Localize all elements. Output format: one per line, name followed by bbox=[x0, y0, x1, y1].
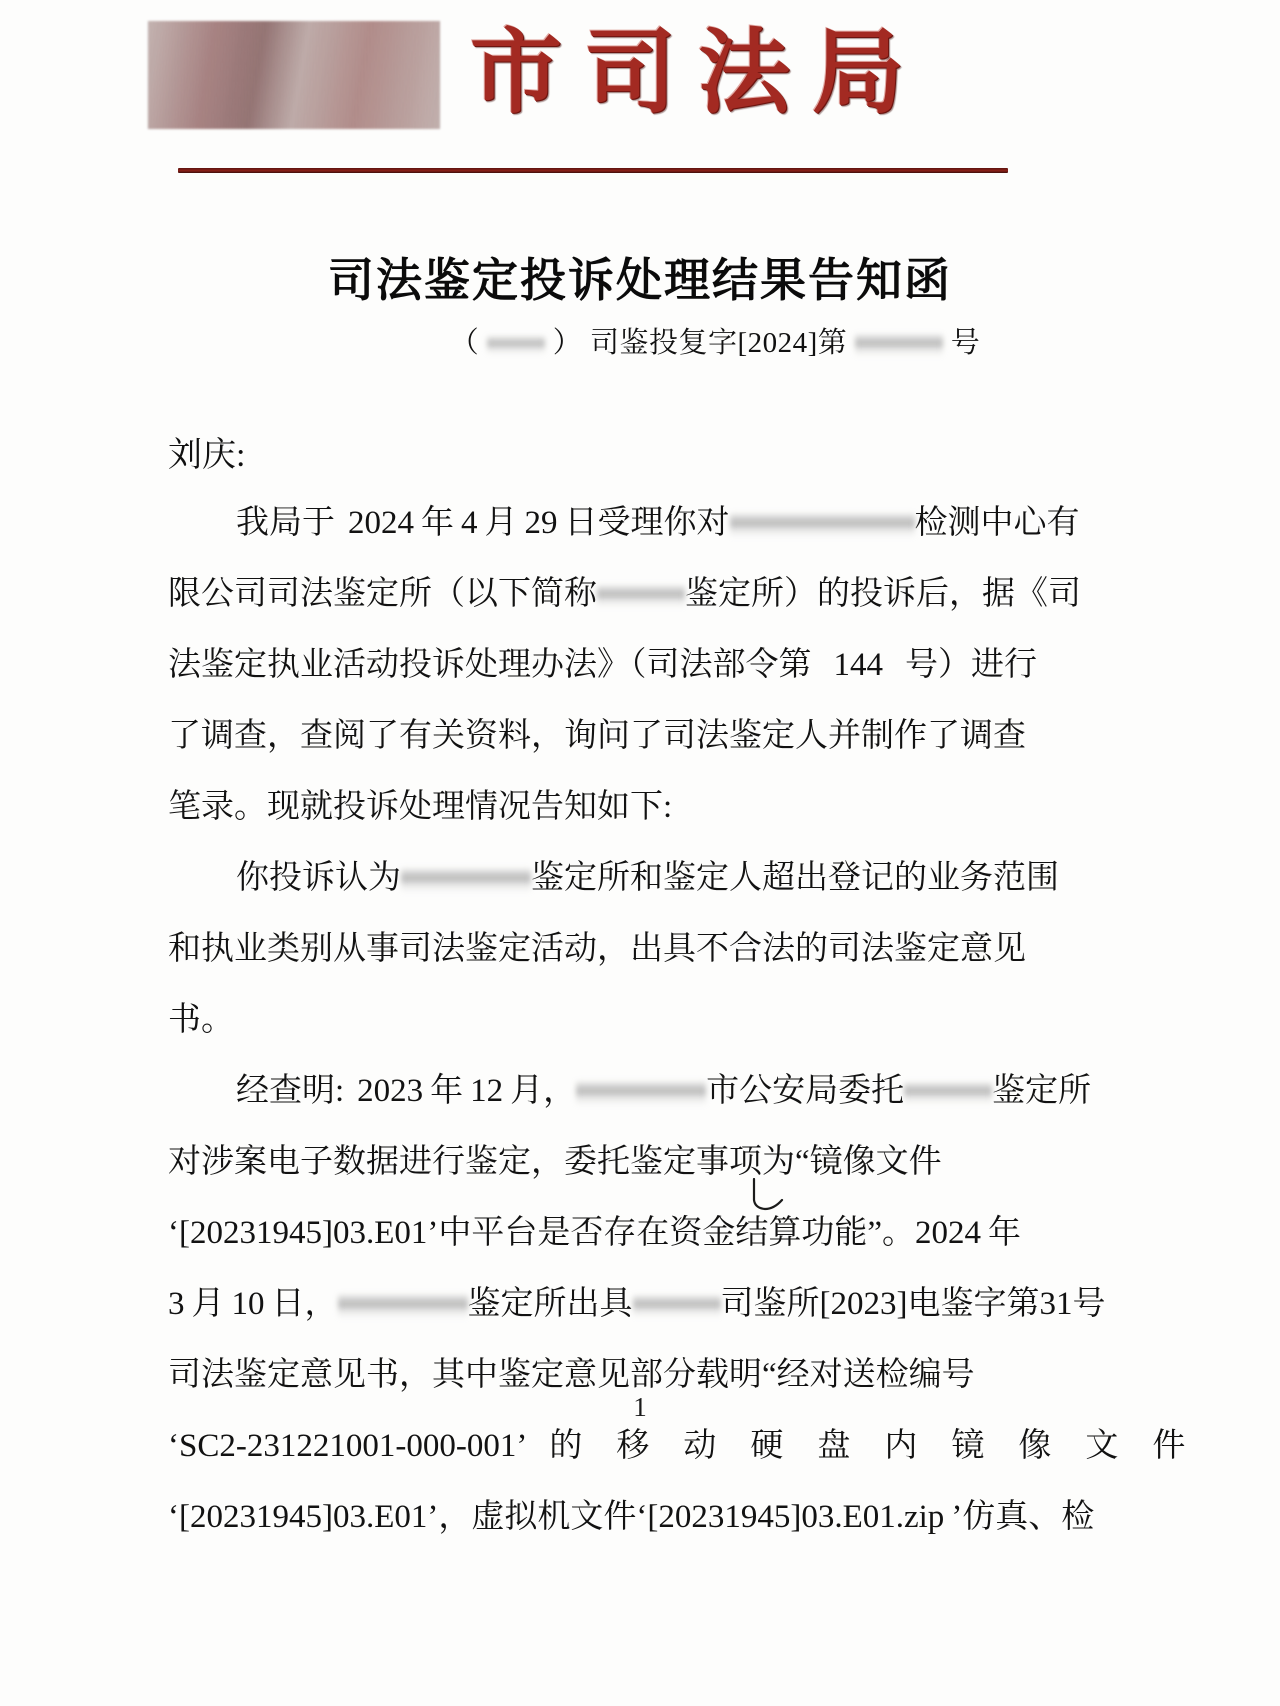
paragraph-acceptance bbox=[168, 488, 1081, 843]
body-line bbox=[168, 1269, 1106, 1340]
body-text: 10 bbox=[231, 1286, 265, 1322]
body-line bbox=[168, 630, 1037, 701]
body-text: 限公司司法鉴定所（以下简称 bbox=[168, 576, 597, 612]
letterhead-org-name: 市司法局 bbox=[470, 22, 927, 124]
redaction-block bbox=[633, 1294, 721, 1318]
body-text: 件 bbox=[1152, 1428, 1186, 1464]
redaction-block bbox=[338, 1293, 468, 1319]
body-text: 司法鉴定意见书，其中鉴定意见部分载明“经对送检编号 bbox=[168, 1357, 975, 1393]
body-text: 鉴定所 bbox=[992, 1073, 1092, 1109]
body-text: ‘SC2-231221001-000-001’ bbox=[168, 1428, 528, 1464]
body-line bbox=[168, 701, 1026, 772]
doc-number-body: 司鉴投复字[2024]第 bbox=[589, 327, 848, 359]
body-text: 检测中心有 bbox=[914, 505, 1080, 541]
body-line bbox=[168, 559, 1081, 630]
body-text: 日受理你对 bbox=[564, 505, 730, 541]
body-text: 硬 bbox=[750, 1428, 784, 1464]
body-line bbox=[168, 985, 1016, 1056]
paragraph-complaint-claim bbox=[168, 843, 1059, 1056]
redaction-block-doc-number-prefix bbox=[487, 335, 545, 355]
body-line bbox=[168, 488, 1080, 559]
body-text: 镜 bbox=[951, 1428, 985, 1464]
body-text: 了调查，查阅了有关资料，询问了司法鉴定人并制作了调查 bbox=[168, 718, 1026, 754]
doc-number-unit: 号 bbox=[950, 327, 981, 359]
body-line bbox=[168, 843, 1059, 914]
redaction-block bbox=[401, 867, 531, 893]
document-body bbox=[168, 424, 1186, 1553]
body-text: 司鉴所[2023]电鉴字第31号 bbox=[720, 1286, 1106, 1322]
redaction-block bbox=[597, 584, 685, 608]
body-text: 年 bbox=[430, 1073, 464, 1109]
document-number bbox=[0, 320, 1280, 361]
body-text: ‘[20231945]03.E01’，虚拟机文件‘[20231945]03.E01.zip bbox=[168, 1499, 945, 1535]
body-text: 月 bbox=[484, 505, 518, 541]
body-text: 移 bbox=[616, 1428, 650, 1464]
body-text: 日， bbox=[271, 1286, 338, 1322]
redaction-block-doc-serial bbox=[855, 333, 943, 357]
doc-number-open-paren: （ bbox=[449, 327, 480, 359]
page-title: 司法鉴定投诉处理结果告知函 bbox=[328, 255, 952, 306]
body-text: 年 bbox=[421, 505, 454, 541]
body-text: 像 bbox=[1018, 1428, 1052, 1464]
body-line bbox=[168, 1198, 1022, 1269]
body-text: ‘[20231945]03.E01’中平台是否存在资金结算功能”。2024 bbox=[168, 1215, 982, 1251]
body-text: 法鉴定执业活动投诉处理办法》（司法部令第 bbox=[168, 647, 812, 683]
body-text: 笔录。现就投诉处理情况告知如下: bbox=[168, 789, 673, 825]
body-text: 你投诉认为 bbox=[236, 860, 401, 896]
body-text: 和执业类别从事司法鉴定活动，出具不合法的司法鉴定意见 bbox=[168, 931, 1026, 967]
body-text: 2024 bbox=[348, 505, 414, 541]
redaction-block bbox=[904, 1081, 992, 1105]
body-text: 3 bbox=[168, 1286, 185, 1322]
body-text: 我局于 bbox=[236, 505, 335, 541]
body-text: 鉴定所和鉴定人超出登记的业务范围 bbox=[531, 860, 1059, 896]
body-text: 2023 bbox=[357, 1073, 424, 1109]
redaction-block-agency-prefix bbox=[148, 21, 440, 129]
body-text: 对涉案电子数据进行鉴定，委托鉴定事项为“镜像文件 bbox=[168, 1144, 942, 1180]
letterhead-divider-rule bbox=[178, 168, 1008, 173]
body-text: 月， bbox=[510, 1073, 577, 1109]
body-line bbox=[168, 1127, 1016, 1198]
body-line bbox=[168, 1482, 1095, 1553]
doc-number-close-paren: ） bbox=[552, 327, 583, 359]
body-text: 号）进行 bbox=[905, 647, 1037, 683]
paragraph-findings bbox=[168, 1056, 1186, 1553]
body-text: 4 bbox=[461, 505, 478, 541]
body-text: 月 bbox=[191, 1286, 225, 1322]
body-text: 内 bbox=[884, 1428, 918, 1464]
body-text: 12 bbox=[470, 1073, 504, 1109]
body-text: 鉴定所出具 bbox=[467, 1286, 633, 1322]
body-line bbox=[168, 914, 1026, 985]
body-text: 市公安局委托 bbox=[706, 1073, 905, 1109]
body-text: 经查明: bbox=[236, 1073, 345, 1109]
body-text: 书。 bbox=[168, 1002, 234, 1038]
letterhead bbox=[0, 0, 1280, 200]
body-text: 年 bbox=[988, 1215, 1022, 1251]
body-text: 文 bbox=[1085, 1428, 1119, 1464]
redaction-block bbox=[730, 512, 915, 538]
body-text: ’仿真、检 bbox=[951, 1499, 1095, 1535]
body-text: 鉴定所）的投诉后，据《司 bbox=[685, 576, 1081, 612]
redaction-block bbox=[576, 1080, 706, 1106]
body-text: 的 bbox=[549, 1428, 583, 1464]
body-text: 29 bbox=[524, 505, 558, 541]
body-line bbox=[168, 1056, 1092, 1127]
page-number: 1 bbox=[633, 1392, 647, 1422]
body-text: 动 bbox=[683, 1428, 717, 1464]
body-text: 144 bbox=[833, 647, 883, 683]
body-text: 盘 bbox=[817, 1428, 851, 1464]
letterhead-content bbox=[148, 8, 1018, 138]
recipient-line: 刘庆: bbox=[168, 437, 246, 474]
body-line bbox=[168, 772, 1016, 843]
